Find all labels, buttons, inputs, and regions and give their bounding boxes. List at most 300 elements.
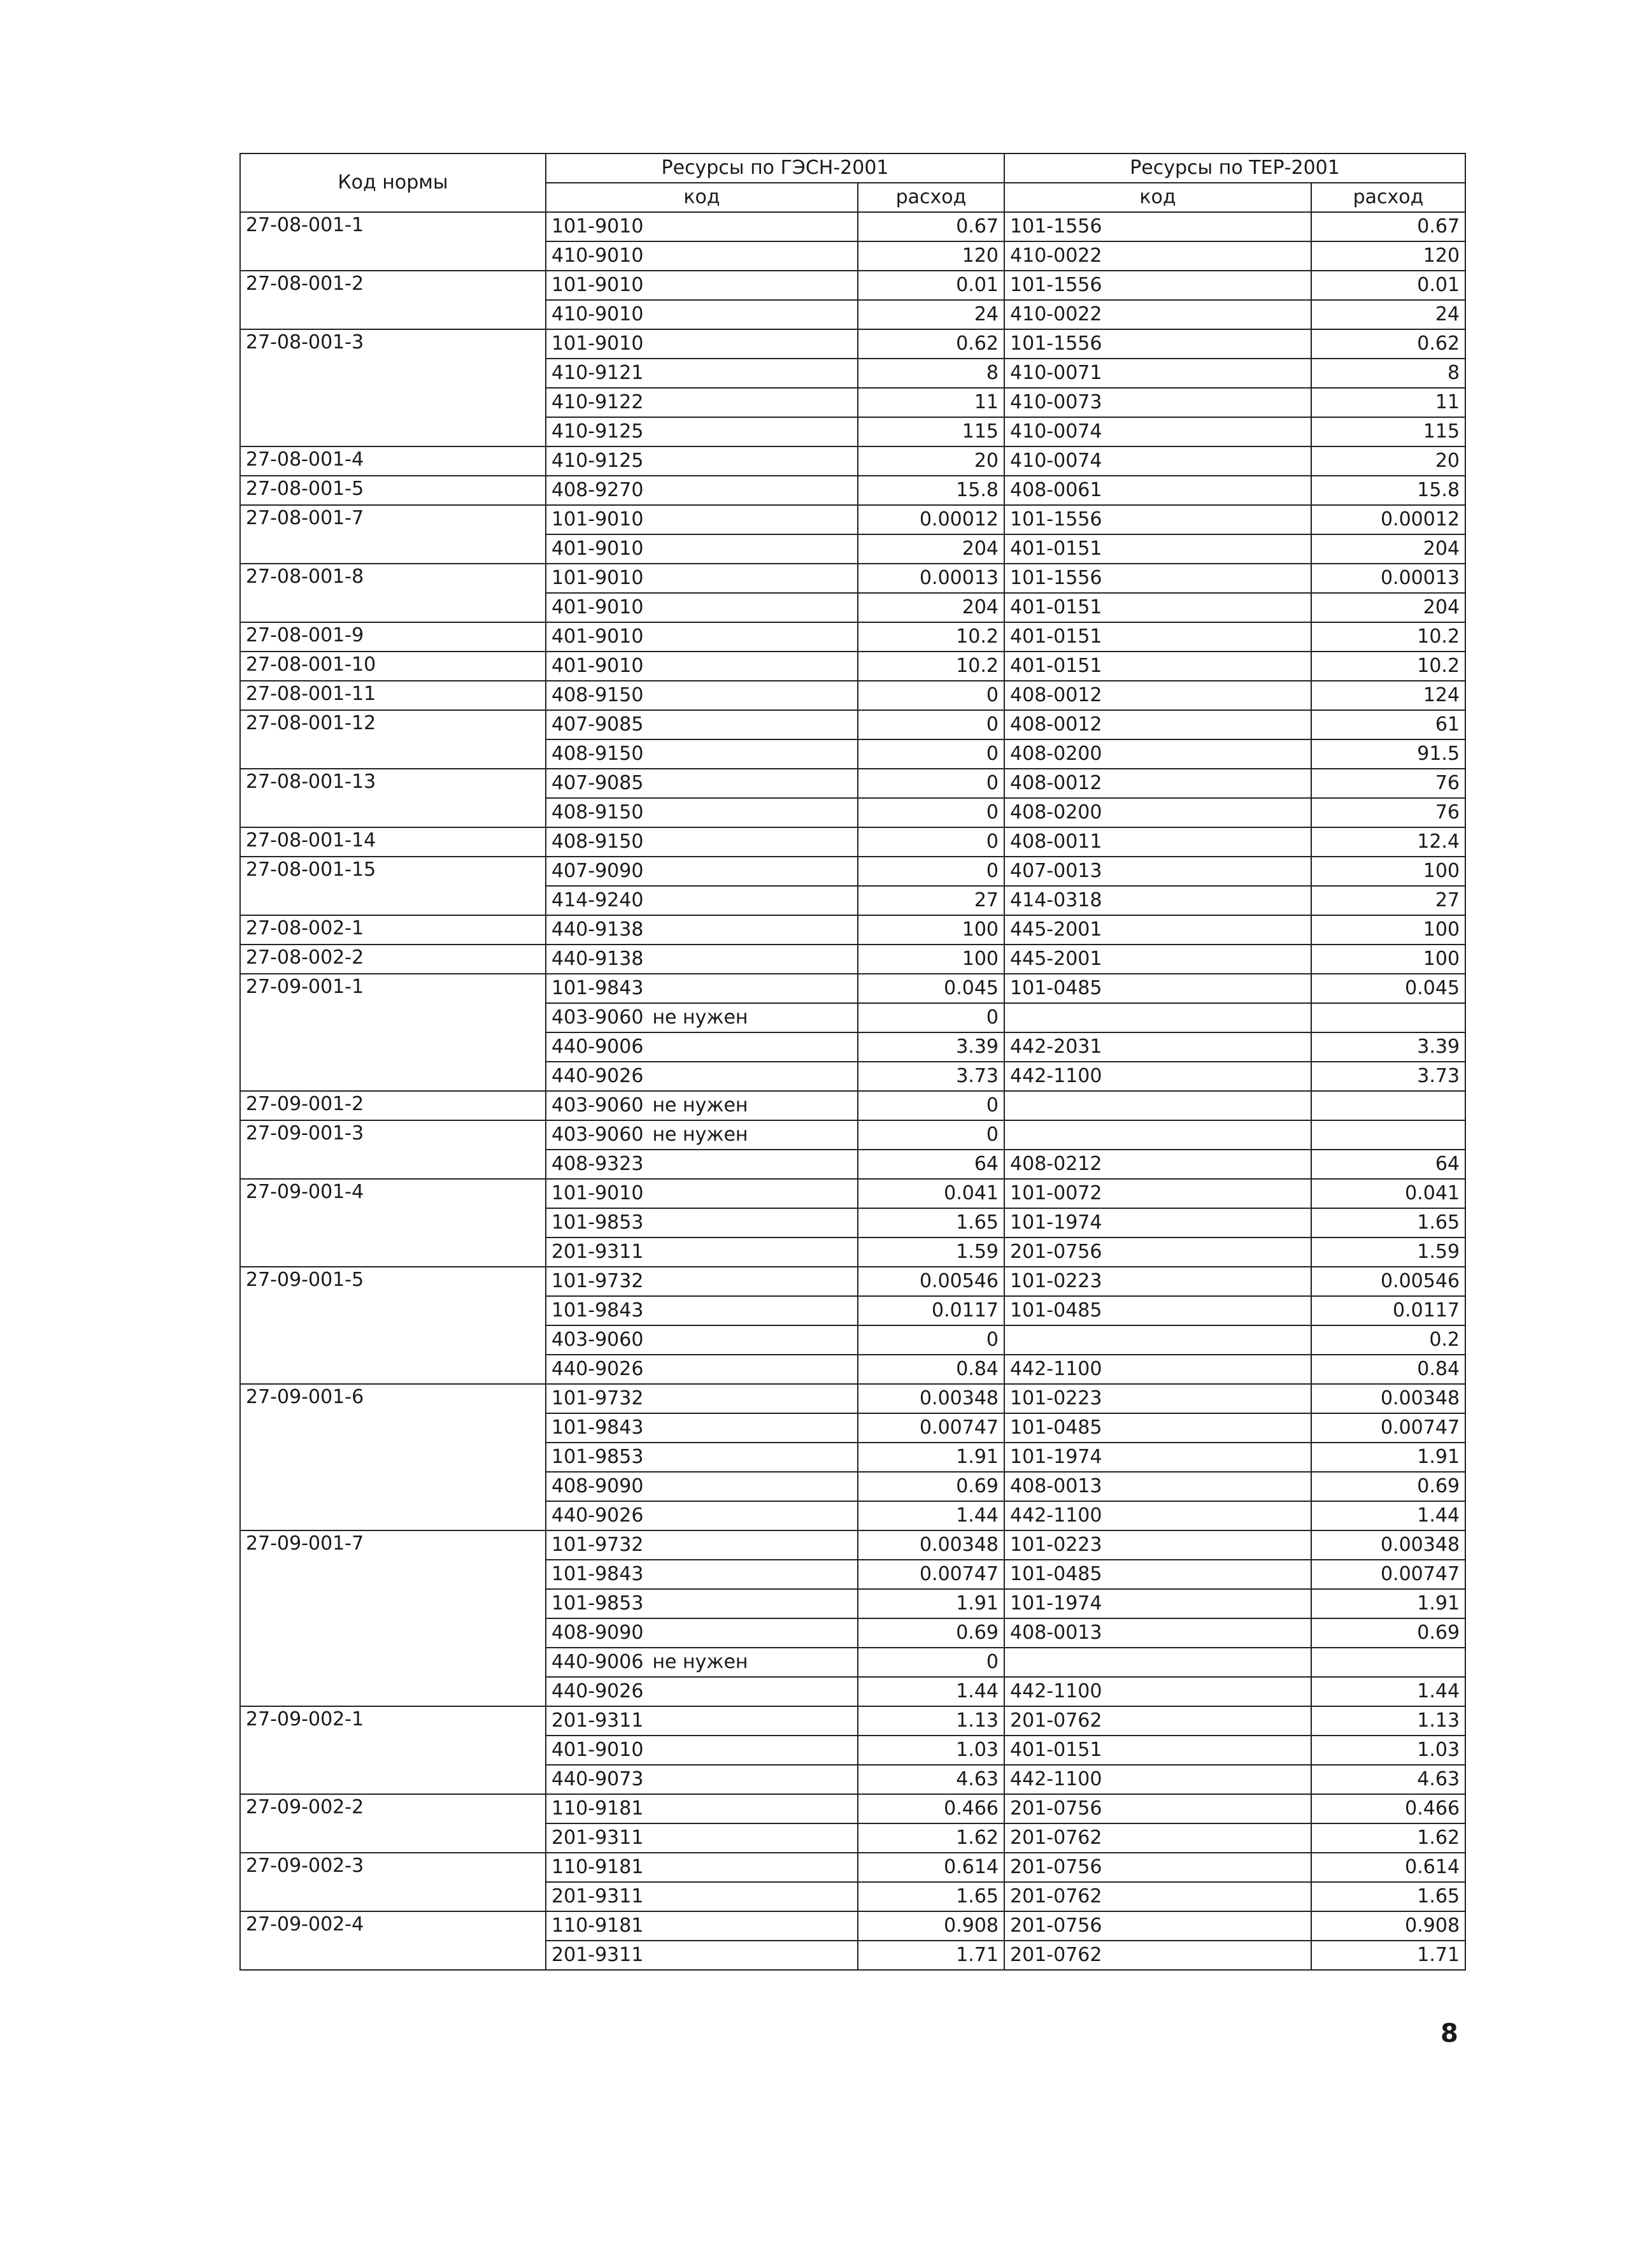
gesn-code: 414-9240 xyxy=(551,889,644,911)
gesn-consumption-cell: 0.00013 xyxy=(858,564,1004,593)
gesn-code-cell xyxy=(546,915,858,945)
gesn-code: 101-9853 xyxy=(551,1592,644,1615)
table-row xyxy=(240,1179,1465,1208)
gesn-code-cell xyxy=(546,1472,858,1501)
gesn-code-cell xyxy=(546,1062,858,1091)
gesn-consumption-cell: 10.2 xyxy=(858,652,1004,681)
ter-consumption-cell: 64 xyxy=(1311,1150,1465,1179)
ter-code-cell: 401-0151 xyxy=(1004,534,1311,564)
table-row xyxy=(240,212,1465,241)
gesn-code: 101-9843 xyxy=(551,1563,644,1585)
gesn-code-cell xyxy=(546,769,858,798)
ter-code-cell: 101-0223 xyxy=(1004,1384,1311,1413)
ter-code-cell: 442-1100 xyxy=(1004,1677,1311,1706)
ter-code-cell xyxy=(1004,1003,1311,1032)
gesn-consumption-cell: 0.045 xyxy=(858,974,1004,1003)
gesn-consumption-cell: 4.63 xyxy=(858,1765,1004,1794)
gesn-code: 410-9122 xyxy=(551,391,644,413)
gesn-code-cell xyxy=(546,300,858,329)
ter-consumption-cell: 10.2 xyxy=(1311,622,1465,652)
norm-code-cell: 27-09-002-4 xyxy=(240,1911,546,1970)
ter-code-cell: 408-0200 xyxy=(1004,739,1311,769)
gesn-code-cell xyxy=(546,886,858,915)
ter-consumption-cell: 0.041 xyxy=(1311,1179,1465,1208)
ter-consumption-cell: 12.4 xyxy=(1311,827,1465,857)
ter-consumption-cell: 15.8 xyxy=(1311,476,1465,505)
ter-code-cell: 408-0012 xyxy=(1004,710,1311,739)
norm-code-cell: 27-08-001-11 xyxy=(240,681,546,710)
gesn-code: 403-9060 xyxy=(551,1329,644,1351)
table-row xyxy=(240,827,1465,857)
ter-consumption-cell: 124 xyxy=(1311,681,1465,710)
gesn-consumption-cell: 0.00747 xyxy=(858,1413,1004,1443)
norm-code-cell: 27-09-001-6 xyxy=(240,1384,546,1530)
gesn-code: 440-9073 xyxy=(551,1768,644,1790)
gesn-consumption-cell: 1.44 xyxy=(858,1501,1004,1530)
gesn-code: 401-9010 xyxy=(551,1739,644,1761)
gesn-code: 440-9006 xyxy=(551,1036,644,1058)
ter-consumption-cell: 100 xyxy=(1311,857,1465,886)
ter-consumption-cell: 24 xyxy=(1311,300,1465,329)
ter-code-cell: 410-0071 xyxy=(1004,359,1311,388)
gesn-consumption-cell: 0 xyxy=(858,1325,1004,1355)
gesn-consumption-cell: 3.39 xyxy=(858,1032,1004,1062)
ter-code-cell: 201-0756 xyxy=(1004,1853,1311,1882)
not-needed-note: не нужен xyxy=(652,1006,748,1029)
gesn-code: 110-9181 xyxy=(551,1915,644,1937)
gesn-code: 410-9121 xyxy=(551,362,644,384)
ter-consumption-cell xyxy=(1311,1003,1465,1032)
ter-consumption-cell: 204 xyxy=(1311,534,1465,564)
ter-code-cell: 414-0318 xyxy=(1004,886,1311,915)
gesn-consumption-cell: 0.041 xyxy=(858,1179,1004,1208)
ter-consumption-cell: 0.2 xyxy=(1311,1325,1465,1355)
norm-code-cell: 27-09-002-3 xyxy=(240,1853,546,1911)
gesn-code: 101-9732 xyxy=(551,1387,644,1409)
table-row xyxy=(240,1911,1465,1941)
ter-code-cell xyxy=(1004,1325,1311,1355)
ter-consumption-cell: 3.73 xyxy=(1311,1062,1465,1091)
gesn-consumption-cell: 27 xyxy=(858,886,1004,915)
table-row xyxy=(240,564,1465,593)
gesn-code: 101-9843 xyxy=(551,1416,644,1439)
gesn-code-cell xyxy=(546,1325,858,1355)
ter-consumption-cell xyxy=(1311,1120,1465,1150)
gesn-code-cell xyxy=(546,1736,858,1765)
gesn-consumption-cell: 0.00546 xyxy=(858,1267,1004,1296)
norm-code-cell: 27-08-001-9 xyxy=(240,622,546,652)
ter-consumption-cell: 0.00012 xyxy=(1311,505,1465,534)
gesn-consumption-cell: 0 xyxy=(858,1091,1004,1120)
gesn-consumption-cell: 1.59 xyxy=(858,1237,1004,1267)
gesn-consumption-cell: 204 xyxy=(858,593,1004,622)
ter-consumption-cell: 0.00348 xyxy=(1311,1530,1465,1560)
norm-code-cell: 27-08-001-10 xyxy=(240,652,546,681)
ter-code-cell: 442-1100 xyxy=(1004,1062,1311,1091)
gesn-code: 101-9010 xyxy=(551,508,644,531)
gesn-code: 101-9010 xyxy=(551,215,644,238)
gesn-code-cell xyxy=(546,710,858,739)
gesn-code-cell xyxy=(546,359,858,388)
gesn-consumption-cell: 1.03 xyxy=(858,1736,1004,1765)
table-row xyxy=(240,329,1465,359)
gesn-code-cell xyxy=(546,1648,858,1677)
ter-consumption-cell: 1.91 xyxy=(1311,1589,1465,1618)
gesn-code: 110-9181 xyxy=(551,1856,644,1878)
ter-consumption-cell: 0.00013 xyxy=(1311,564,1465,593)
norm-code-cell: 27-08-001-14 xyxy=(240,827,546,857)
gesn-code-cell xyxy=(546,1003,858,1032)
header-ter-resources: Ресурсы по ТЕР-2001 xyxy=(1004,153,1465,183)
gesn-code: 407-9085 xyxy=(551,713,644,736)
gesn-code: 440-9026 xyxy=(551,1358,644,1380)
ter-code-cell xyxy=(1004,1648,1311,1677)
ter-code-cell: 401-0151 xyxy=(1004,652,1311,681)
ter-consumption-cell: 1.65 xyxy=(1311,1882,1465,1911)
ter-code-cell: 442-1100 xyxy=(1004,1501,1311,1530)
ter-code-cell: 101-0485 xyxy=(1004,974,1311,1003)
resource-table xyxy=(239,153,1466,1971)
gesn-consumption-cell: 0.908 xyxy=(858,1911,1004,1941)
gesn-consumption-cell: 0.466 xyxy=(858,1794,1004,1823)
norm-code-cell: 27-08-001-15 xyxy=(240,857,546,915)
table-row xyxy=(240,710,1465,739)
table-row xyxy=(240,1267,1465,1296)
gesn-code-cell xyxy=(546,1237,858,1267)
gesn-code: 101-9853 xyxy=(551,1211,644,1234)
gesn-code-cell xyxy=(546,1706,858,1736)
gesn-code-cell xyxy=(546,1091,858,1120)
ter-consumption-cell: 1.13 xyxy=(1311,1706,1465,1736)
gesn-consumption-cell: 1.13 xyxy=(858,1706,1004,1736)
ter-code-cell xyxy=(1004,1091,1311,1120)
gesn-consumption-cell: 1.44 xyxy=(858,1677,1004,1706)
gesn-consumption-cell: 0 xyxy=(858,827,1004,857)
ter-consumption-cell: 61 xyxy=(1311,710,1465,739)
ter-code-cell: 101-0485 xyxy=(1004,1296,1311,1325)
header-ter-code: код xyxy=(1004,183,1311,212)
gesn-consumption-cell: 120 xyxy=(858,241,1004,271)
header-gesn-code: код xyxy=(546,183,858,212)
gesn-consumption-cell: 1.62 xyxy=(858,1823,1004,1853)
norm-code-cell: 27-08-001-2 xyxy=(240,271,546,329)
table-row xyxy=(240,1706,1465,1736)
gesn-code: 410-9010 xyxy=(551,245,644,267)
ter-code-cell: 101-1556 xyxy=(1004,505,1311,534)
gesn-consumption-cell: 100 xyxy=(858,915,1004,945)
ter-consumption-cell: 0.69 xyxy=(1311,1472,1465,1501)
norm-code-cell: 27-08-002-2 xyxy=(240,945,546,974)
gesn-code-cell xyxy=(546,1208,858,1237)
ter-code-cell: 408-0013 xyxy=(1004,1472,1311,1501)
norm-code-cell: 27-08-001-7 xyxy=(240,505,546,564)
ter-consumption-cell: 20 xyxy=(1311,446,1465,476)
gesn-consumption-cell: 15.8 xyxy=(858,476,1004,505)
table-row xyxy=(240,915,1465,945)
ter-consumption-cell: 1.71 xyxy=(1311,1941,1465,1970)
gesn-code-cell xyxy=(546,534,858,564)
ter-consumption-cell: 4.63 xyxy=(1311,1765,1465,1794)
ter-code-cell: 201-0762 xyxy=(1004,1706,1311,1736)
ter-consumption-cell: 100 xyxy=(1311,945,1465,974)
table-row xyxy=(240,1120,1465,1150)
ter-consumption-cell: 1.65 xyxy=(1311,1208,1465,1237)
gesn-consumption-cell: 10.2 xyxy=(858,622,1004,652)
ter-code-cell: 201-0756 xyxy=(1004,1794,1311,1823)
gesn-consumption-cell: 0 xyxy=(858,681,1004,710)
table-row xyxy=(240,1091,1465,1120)
gesn-code: 440-9026 xyxy=(551,1504,644,1527)
ter-code-cell: 442-1100 xyxy=(1004,1765,1311,1794)
gesn-code-cell xyxy=(546,212,858,241)
gesn-code: 410-9010 xyxy=(551,303,644,325)
gesn-code: 440-9026 xyxy=(551,1680,644,1702)
ter-code-cell: 101-1556 xyxy=(1004,212,1311,241)
gesn-code: 401-9010 xyxy=(551,538,644,560)
header-ter-consumption: расход xyxy=(1311,183,1465,212)
ter-consumption-cell xyxy=(1311,1091,1465,1120)
table-row xyxy=(240,271,1465,300)
gesn-consumption-cell: 0 xyxy=(858,739,1004,769)
norm-code-cell: 27-09-001-7 xyxy=(240,1530,546,1706)
gesn-code: 403-9060 xyxy=(551,1006,644,1029)
norm-code-cell: 27-08-001-1 xyxy=(240,212,546,271)
gesn-code-cell xyxy=(546,1355,858,1384)
ter-code-cell: 201-0762 xyxy=(1004,1823,1311,1853)
ter-consumption-cell: 8 xyxy=(1311,359,1465,388)
gesn-code-cell xyxy=(546,271,858,300)
gesn-consumption-cell: 0.00348 xyxy=(858,1384,1004,1413)
gesn-code-cell xyxy=(546,1618,858,1648)
gesn-consumption-cell: 0.01 xyxy=(858,271,1004,300)
gesn-consumption-cell: 1.71 xyxy=(858,1941,1004,1970)
ter-code-cell: 401-0151 xyxy=(1004,593,1311,622)
ter-consumption-cell: 0.908 xyxy=(1311,1911,1465,1941)
ter-consumption-cell: 1.59 xyxy=(1311,1237,1465,1267)
gesn-code: 101-9853 xyxy=(551,1446,644,1468)
ter-consumption-cell: 1.62 xyxy=(1311,1823,1465,1853)
gesn-code: 201-9311 xyxy=(551,1885,644,1908)
table-row xyxy=(240,974,1465,1003)
ter-consumption-cell: 120 xyxy=(1311,241,1465,271)
gesn-code: 101-9732 xyxy=(551,1534,644,1556)
ter-consumption-cell: 0.00546 xyxy=(1311,1267,1465,1296)
gesn-code: 401-9010 xyxy=(551,596,644,618)
gesn-code: 101-9010 xyxy=(551,1182,644,1204)
header-gesn-resources: Ресурсы по ГЭСН-2001 xyxy=(546,153,1004,183)
gesn-code: 401-9010 xyxy=(551,625,644,648)
gesn-code: 401-9010 xyxy=(551,655,644,677)
gesn-consumption-cell: 64 xyxy=(858,1150,1004,1179)
gesn-consumption-cell: 1.91 xyxy=(858,1589,1004,1618)
gesn-code-cell xyxy=(546,857,858,886)
ter-code-cell: 101-1556 xyxy=(1004,329,1311,359)
gesn-consumption-cell: 0 xyxy=(858,857,1004,886)
gesn-code-cell xyxy=(546,681,858,710)
ter-code-cell: 445-2001 xyxy=(1004,945,1311,974)
gesn-code-cell xyxy=(546,1530,858,1560)
gesn-code: 410-9125 xyxy=(551,420,644,443)
norm-code-cell: 27-09-001-2 xyxy=(240,1091,546,1120)
ter-consumption-cell: 11 xyxy=(1311,388,1465,417)
gesn-consumption-cell: 0.614 xyxy=(858,1853,1004,1882)
norm-code-cell: 27-09-001-5 xyxy=(240,1267,546,1384)
gesn-code-cell xyxy=(546,1413,858,1443)
ter-consumption-cell: 1.03 xyxy=(1311,1736,1465,1765)
gesn-code: 408-9270 xyxy=(551,479,644,501)
ter-code-cell xyxy=(1004,1120,1311,1150)
gesn-consumption-cell: 0 xyxy=(858,769,1004,798)
norm-code-cell: 27-09-001-3 xyxy=(240,1120,546,1179)
table-row xyxy=(240,622,1465,652)
gesn-code-cell xyxy=(546,1296,858,1325)
table-row xyxy=(240,505,1465,534)
ter-code-cell: 408-0013 xyxy=(1004,1618,1311,1648)
gesn-consumption-cell: 0 xyxy=(858,710,1004,739)
ter-consumption-cell: 0.67 xyxy=(1311,212,1465,241)
ter-code-cell: 401-0151 xyxy=(1004,1736,1311,1765)
gesn-code: 440-9138 xyxy=(551,918,644,941)
gesn-code-cell xyxy=(546,329,858,359)
ter-code-cell: 101-0485 xyxy=(1004,1413,1311,1443)
ter-code-cell: 101-1974 xyxy=(1004,1589,1311,1618)
gesn-code: 101-9010 xyxy=(551,567,644,589)
gesn-code-cell xyxy=(546,388,858,417)
gesn-code-cell xyxy=(546,798,858,827)
gesn-code-cell xyxy=(546,1560,858,1589)
table-row xyxy=(240,652,1465,681)
ter-consumption-cell: 100 xyxy=(1311,915,1465,945)
gesn-consumption-cell: 11 xyxy=(858,388,1004,417)
gesn-code-cell xyxy=(546,1150,858,1179)
gesn-consumption-cell: 0.69 xyxy=(858,1472,1004,1501)
ter-code-cell: 410-0022 xyxy=(1004,241,1311,271)
table-row xyxy=(240,769,1465,798)
table-row xyxy=(240,681,1465,710)
ter-code-cell: 407-0013 xyxy=(1004,857,1311,886)
gesn-consumption-cell: 0 xyxy=(858,798,1004,827)
gesn-code: 440-9006 xyxy=(551,1651,644,1673)
ter-code-cell: 201-0756 xyxy=(1004,1237,1311,1267)
gesn-code-cell xyxy=(546,1120,858,1150)
norm-code-cell: 27-08-002-1 xyxy=(240,915,546,945)
ter-code-cell: 410-0074 xyxy=(1004,446,1311,476)
gesn-consumption-cell: 0.62 xyxy=(858,329,1004,359)
ter-consumption-cell: 0.00348 xyxy=(1311,1384,1465,1413)
gesn-code-cell xyxy=(546,1589,858,1618)
gesn-code: 201-9311 xyxy=(551,1827,644,1849)
gesn-code: 408-9090 xyxy=(551,1622,644,1644)
ter-code-cell: 201-0762 xyxy=(1004,1941,1311,1970)
gesn-code-cell xyxy=(546,1794,858,1823)
gesn-consumption-cell: 1.65 xyxy=(858,1882,1004,1911)
gesn-code-cell xyxy=(546,476,858,505)
gesn-code-cell xyxy=(546,1032,858,1062)
ter-consumption-cell: 27 xyxy=(1311,886,1465,915)
gesn-code-cell xyxy=(546,1267,858,1296)
ter-consumption-cell: 0.466 xyxy=(1311,1794,1465,1823)
ter-code-cell: 201-0756 xyxy=(1004,1911,1311,1941)
gesn-code-cell xyxy=(546,564,858,593)
gesn-consumption-cell: 0.00348 xyxy=(858,1530,1004,1560)
gesn-code-cell xyxy=(546,417,858,446)
ter-consumption-cell: 0.0117 xyxy=(1311,1296,1465,1325)
gesn-consumption-cell: 0.00747 xyxy=(858,1560,1004,1589)
gesn-code-cell xyxy=(546,1443,858,1472)
gesn-code-cell xyxy=(546,241,858,271)
ter-consumption-cell: 0.69 xyxy=(1311,1618,1465,1648)
gesn-consumption-cell: 204 xyxy=(858,534,1004,564)
ter-code-cell: 442-1100 xyxy=(1004,1355,1311,1384)
table-row xyxy=(240,1530,1465,1560)
gesn-consumption-cell: 8 xyxy=(858,359,1004,388)
gesn-code: 407-9090 xyxy=(551,860,644,882)
gesn-code: 410-9125 xyxy=(551,450,644,472)
ter-code-cell: 445-2001 xyxy=(1004,915,1311,945)
norm-code-cell: 27-08-001-8 xyxy=(240,564,546,622)
ter-code-cell: 408-0200 xyxy=(1004,798,1311,827)
table-row xyxy=(240,476,1465,505)
ter-code-cell: 101-1556 xyxy=(1004,271,1311,300)
gesn-consumption-cell: 20 xyxy=(858,446,1004,476)
gesn-consumption-cell: 3.73 xyxy=(858,1062,1004,1091)
gesn-consumption-cell: 0 xyxy=(858,1003,1004,1032)
ter-code-cell: 101-0223 xyxy=(1004,1267,1311,1296)
ter-code-cell: 408-0012 xyxy=(1004,769,1311,798)
gesn-code: 201-9311 xyxy=(551,1709,644,1732)
gesn-code: 408-9150 xyxy=(551,684,644,706)
norm-code-cell: 27-09-002-1 xyxy=(240,1706,546,1794)
gesn-code: 440-9138 xyxy=(551,948,644,970)
gesn-code: 408-9090 xyxy=(551,1475,644,1497)
ter-code-cell: 101-0485 xyxy=(1004,1560,1311,1589)
header-row-top xyxy=(240,153,1465,183)
ter-consumption-cell: 204 xyxy=(1311,593,1465,622)
ter-code-cell: 410-0022 xyxy=(1004,300,1311,329)
norm-code-cell: 27-08-001-13 xyxy=(240,769,546,827)
gesn-consumption-cell: 0 xyxy=(858,1120,1004,1150)
gesn-code-cell xyxy=(546,1853,858,1882)
table-body xyxy=(240,212,1465,1970)
ter-consumption-cell: 1.44 xyxy=(1311,1677,1465,1706)
gesn-consumption-cell: 115 xyxy=(858,417,1004,446)
table-row xyxy=(240,446,1465,476)
gesn-consumption-cell: 0 xyxy=(858,1648,1004,1677)
ter-consumption-cell: 1.44 xyxy=(1311,1501,1465,1530)
gesn-code-cell xyxy=(546,1941,858,1970)
ter-code-cell: 408-0061 xyxy=(1004,476,1311,505)
gesn-code-cell xyxy=(546,1677,858,1706)
header-gesn-consumption: расход xyxy=(858,183,1004,212)
gesn-consumption-cell: 100 xyxy=(858,945,1004,974)
not-needed-note: не нужен xyxy=(652,1094,748,1116)
gesn-code: 110-9181 xyxy=(551,1797,644,1820)
gesn-code: 408-9150 xyxy=(551,831,644,853)
ter-code-cell: 408-0011 xyxy=(1004,827,1311,857)
gesn-consumption-cell: 0.84 xyxy=(858,1355,1004,1384)
gesn-code-cell xyxy=(546,1823,858,1853)
ter-consumption-cell: 0.84 xyxy=(1311,1355,1465,1384)
ter-code-cell: 101-1974 xyxy=(1004,1208,1311,1237)
norm-code-cell: 27-08-001-3 xyxy=(240,329,546,446)
gesn-code-cell xyxy=(546,1765,858,1794)
gesn-code-cell xyxy=(546,1911,858,1941)
table-row xyxy=(240,1853,1465,1882)
gesn-code-cell xyxy=(546,593,858,622)
ter-consumption-cell: 3.39 xyxy=(1311,1032,1465,1062)
gesn-code: 101-9010 xyxy=(551,274,644,296)
ter-consumption-cell: 0.62 xyxy=(1311,329,1465,359)
